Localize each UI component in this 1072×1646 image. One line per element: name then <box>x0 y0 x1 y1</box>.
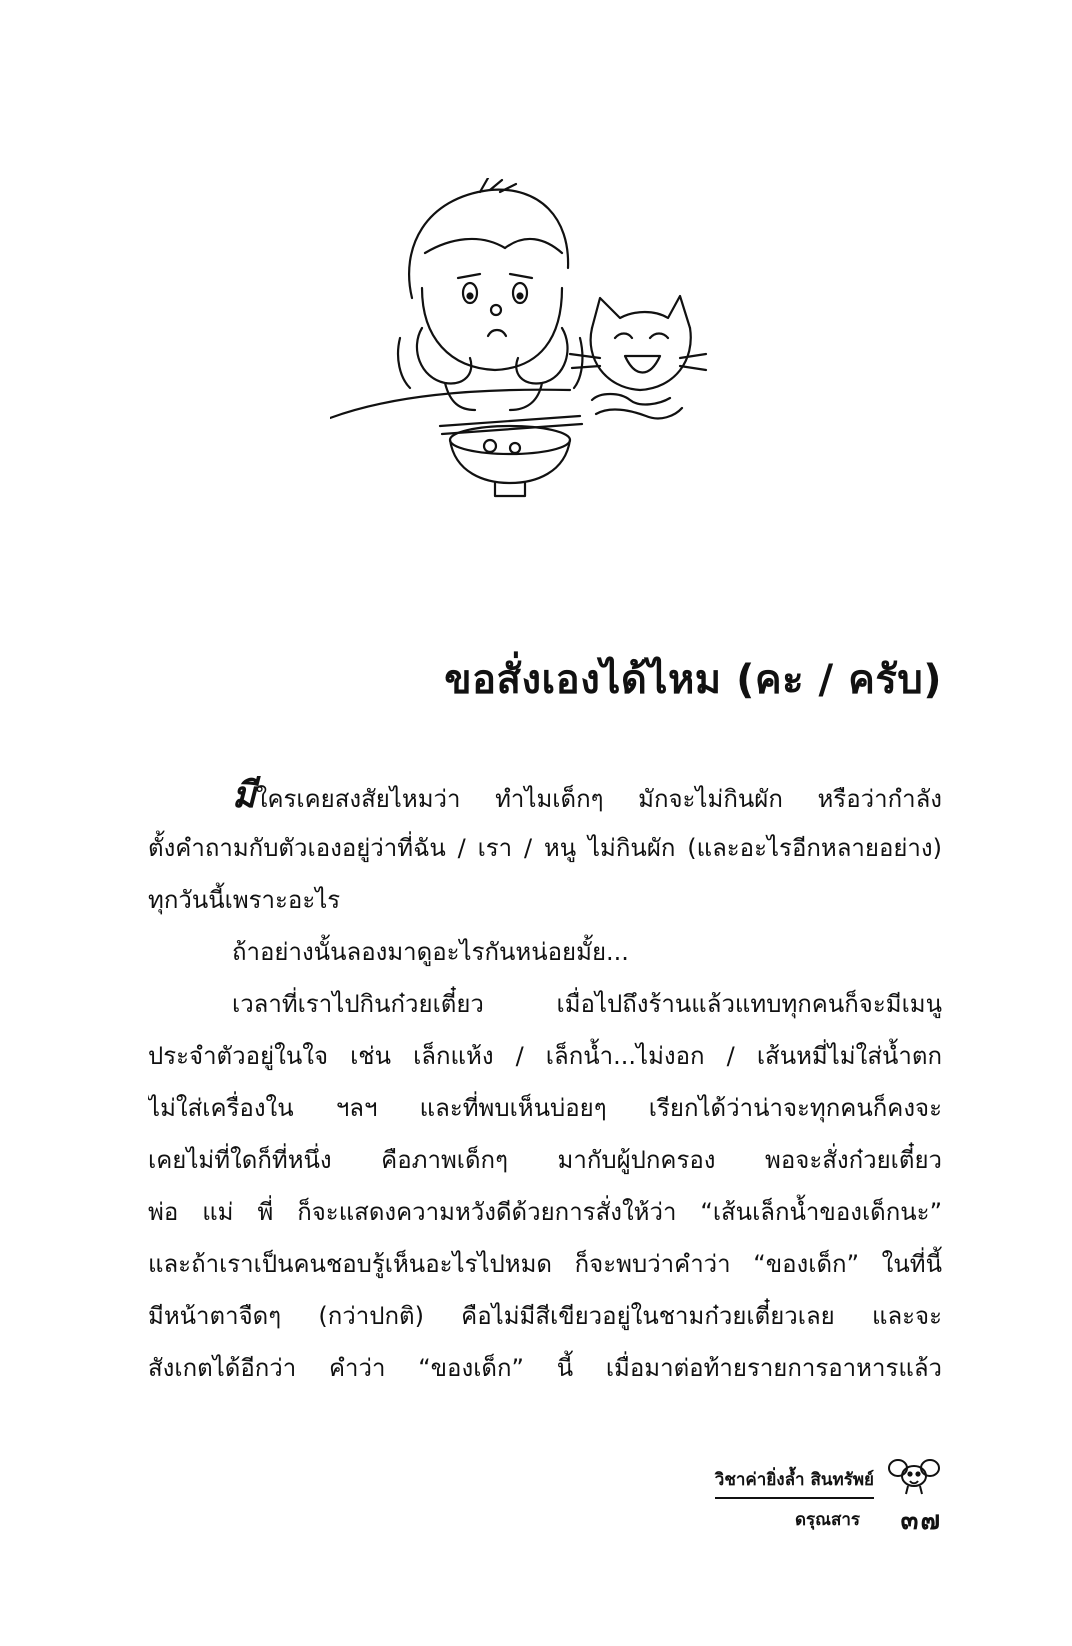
paragraph-line: ถ้าอย่างนั้นลองมาดูอะไรกันหน่อยมั้ย... <box>232 938 629 966</box>
article-body <box>148 770 942 1394</box>
cartoon-illustration <box>330 178 710 508</box>
paragraph-line: เวลาที่เราไปกินก๋วยเตี๋ยว เมื่อไปถึงร้านแล้วแทบทุกคนก็จะมีเมนู <box>232 990 942 1018</box>
magazine-name: ดรุณสาร <box>795 1510 860 1530</box>
paragraph-line: และถ้าเราเป็นคนชอบรู้เห็นอะไรไปหมด ก็จะพบว่าคำว่า “ของเด็ก” ในที่นี้ <box>148 1250 942 1278</box>
paragraph-line: เคยไม่ที่ใดก็ที่หนึ่ง คือภาพเด็กๆ มากับผู้ปกครอง พอจะสั่งก๋วยเตี๋ยว <box>148 1146 942 1174</box>
paragraph-line: มีหน้าตาจืดๆ (กว่าปกติ) คือไม่มีสีเขียวอยู่ในชามก๋วยเตี๋ยวเลย และจะ <box>148 1302 942 1330</box>
paragraph-line: ประจำตัวอยู่ในใจ เช่น เล็กแห้ง / เล็กน้ำ...ไม่งอก / เส้นหมี่ไม่ใส่น้ำตก <box>148 1042 942 1070</box>
page-footer <box>682 1454 942 1564</box>
paragraph-line: มีใครเคยสงสัยไหมว่า ทำไมเด็กๆ มักจะไม่กินผัก หรือว่ากำลัง <box>232 775 942 816</box>
paragraph-line: สังเกตได้อีกว่า คำว่า “ของเด็ก” นี้ เมื่อมาต่อท้ายรายการอาหารแล้ว <box>148 1354 942 1382</box>
paragraph-line: พ่อ แม่ พี่ ก็จะแสดงความหวังดีด้วยการสั่งให้ว่า “เส้นเล็กน้ำของเด็กนะ” <box>148 1198 942 1226</box>
child-and-cat-drawing <box>330 178 710 508</box>
paragraph-line: ไม่ใส่เครื่องใน ฯลฯ และที่พบเห็นบ่อยๆ เรียกได้ว่าน่าจะทุกคนก็คงจะ <box>148 1094 942 1122</box>
article-title: ขอสั่งเองได้ไหม (คะ / ครับ) <box>444 657 942 703</box>
page-number: ๓๗ <box>900 1506 942 1536</box>
series-title: วิชาค่ายิ่งล้ำ สินทรัพย์ <box>715 1466 874 1499</box>
paragraph-line: ตั้งคำถามกับตัวเองอยู่ว่าที่ฉัน / เรา / หนู ไม่กินผัก (และอะไรอีกหลายอย่าง) <box>148 834 942 862</box>
mascot-icon <box>886 1454 942 1496</box>
drop-cap: มี <box>232 775 256 816</box>
paragraph-line: ทุกวันนี้เพราะอะไร <box>148 886 341 914</box>
